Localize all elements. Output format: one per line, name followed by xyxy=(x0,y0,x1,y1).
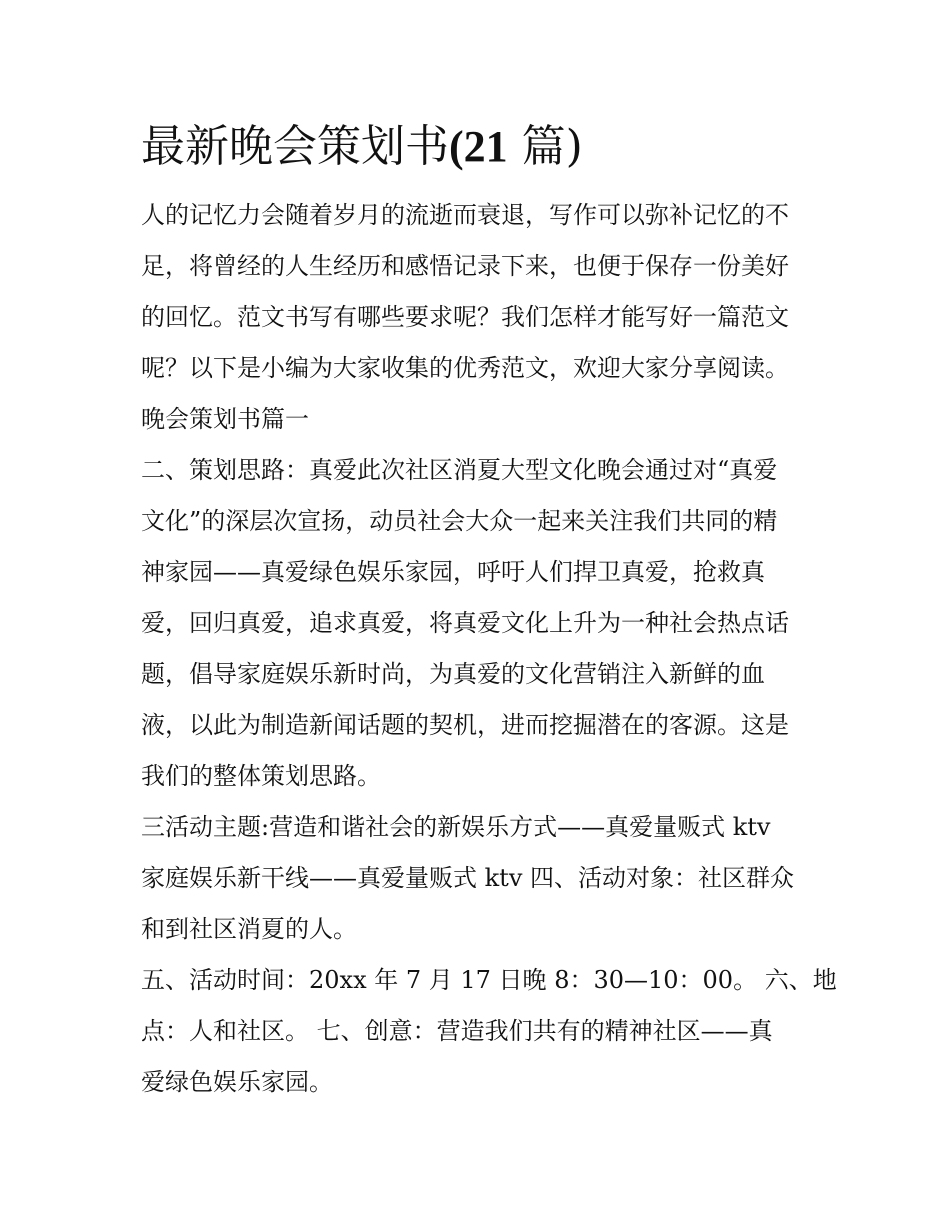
paragraph-line: 的回忆。范文书写有哪些要求呢？我们怎样才能写好一篇范文 xyxy=(141,303,789,331)
paragraph-line: 二、策划思路：真爱此次社区消夏大型文化晚会通过对“真爱 xyxy=(141,456,778,484)
paragraph-line: 爱绿色娱乐家园。 xyxy=(141,1068,333,1096)
paragraph-line: 和到社区消夏的人。 xyxy=(141,915,357,943)
document-title xyxy=(141,112,813,182)
paragraph-line: 人的记忆力会随着岁月的流逝而衰退，写作可以弥补记忆的不 xyxy=(141,201,789,229)
paragraph-line: 爱，回归真爱，追求真爱，将真爱文化上升为一种社会热点话 xyxy=(141,609,789,637)
paragraph-line: 三活动主题:营造和谐社会的新娱乐方式——真爱量贩式 ktv xyxy=(141,813,771,841)
paragraph-line: 我们的整体策划思路。 xyxy=(141,762,381,790)
paragraph-line: 五、活动时间：20xx 年 7 月 17 日晚 8：30—10：00。 六、地 xyxy=(141,966,837,994)
document-body xyxy=(141,190,837,1108)
paragraph-line: 呢？以下是小编为大家收集的优秀范文，欢迎大家分享阅读。 xyxy=(141,354,789,382)
paragraph-line: 题，倡导家庭娱乐新时尚，为真爱的文化营销注入新鲜的血 xyxy=(141,660,765,688)
paragraph-line: 家庭娱乐新干线——真爱量贩式 ktv 四、活动对象：社区群众 xyxy=(141,864,795,892)
title-main: 最新晚会策划书 xyxy=(141,121,449,172)
paragraph-line: 点：人和社区。 七、创意：营造我们共有的精神社区——真 xyxy=(141,1017,773,1045)
paragraph-line: 文化”的深层次宣扬，动员社会大众一起来关注我们共同的精 xyxy=(141,507,778,535)
title-end: 篇) xyxy=(507,121,583,172)
paragraph-line: 足，将曾经的人生经历和感悟记录下来，也便于保存一份美好 xyxy=(141,252,789,280)
document-page xyxy=(141,112,837,1108)
paragraph-line: 液，以此为制造新闻话题的契机，进而挖掘潜在的客源。这是 xyxy=(141,711,789,739)
title-suffix: (21 xyxy=(449,122,508,171)
paragraph-line: 神家园——真爱绿色娱乐家园，呼吁人们捍卫真爱，抢救真 xyxy=(141,558,765,586)
section-heading: 晚会策划书篇一 xyxy=(141,405,309,433)
